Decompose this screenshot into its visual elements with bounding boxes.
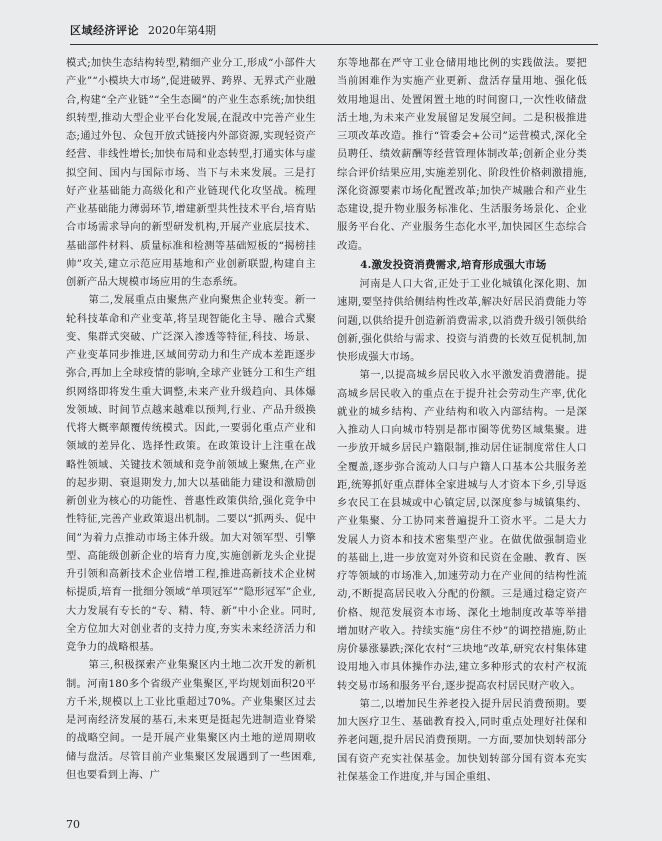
right-column bbox=[337, 54, 587, 786]
left-column bbox=[66, 54, 316, 784]
running-header bbox=[70, 10, 598, 45]
paragraph: 第一,以提高城乡居民收入水平激发消费潜能。提高城乡居民收入的重点在于提升社会劳动生产率,优化就业的城乡结构、产业结构和收入内部结构。一是深入推动人口向城市特别是都市圈等优势区域集聚。进一步放开城乡居民户籍限制,推动居住证制度常住人口全覆盖,逐步弥合流动人口与户籍人口基本公共服务差距,统筹抓好重点群体全家进城与人才资本下乡,引导返乡农民工在县城或中心镇定居,以深度参与城镇集约、产业集聚、分工协同来普遍提升工资水平。二是大力发展人力资本和技术密集型产业。在做优做强制造业的基础上,进一步放宽对外资和民资在金融、教育、医疗等领域的市场准入,加速劳动力在产业间的结构性流动,不断提高居民收入分配的份额。三是通过稳定资产价格、规范发展资本市场、深化土地制度改革等举措增加财产收入。持续实施“房住不炒”的调控措施,防止房价暴涨暴跌;深化农村“三块地”改革,研究农村集体建设用地入市具体操作办法,建立多种形式的农村产权流转交易市场和服务平台,逐步提高农村居民财产收入。 bbox=[337, 369, 587, 692]
paragraph: 第二,发展重点由聚焦产业向聚焦企业转变。新一轮科技革命和产业变革,将呈现智能化主导、融合式聚变、集群式突破、广泛深入渗透等特征,科技、场景、产业变革同步推进,区域间劳动力和生产成本差距逐步弥合,再加上全球疫情的影响,全球产业链分工和生产组织网络即将发生重大调整,未来产业升级趋向、具体爆发领域、时间节点越来越难以预判,行业、产品升级换代将大概率颠覆传统模式。因此,一要弱化重点产业和领域的差异化、选择性政策。在政策设计上注重在战略性领域、关键技术领域和竞争前领域上聚焦,在产业的起步期、衰退期发力,加大以基础能力建设和激励创新创业为核心的功能性、普惠性政策供给,强化竞争中性特征,完善产业政策退出机制。二要以“抓两头、促中间”为着力点推动市场主体升级。加大对领军型、引擎型、高能级创新企业的培育力度,实施创新龙头企业提升引领和高新技术企业倍增工程,推进高新技术企业树标提质,培育一批细分领域“单项冠军”“隐形冠军”企业,大力发展有专长的“专、精、特、新”中小企业。同时,全方位加大对创业者的支持力度,夯实未来经济活力和竞争力的战略根基。 bbox=[66, 294, 316, 653]
journal-title: 区域经济评论 bbox=[70, 24, 139, 37]
paragraph: 河南是人口大省,正处于工业化城镇化深化期、加速期,要坚持供给侧结构性改革,解决好居民消费能力等问题,以供给提升创造新消费需求,以消费升级引领供给创新,强化供给与需求、投资与消费的长效互促机制,加快形成强大市场。 bbox=[337, 278, 587, 363]
section-subheading: 4.激发投资消费需求,培育形成强大市场 bbox=[360, 258, 547, 271]
page-number: 70 bbox=[66, 818, 80, 831]
paragraph: 第二,以增加民生养老投入提升居民消费预期。要加大医疗卫生、基础教育投入,同时重点处理好社保和养老问题,提升居民消费预期。一方面,要加快划转部分国有资产充实社保基金。加快划转部分国有资本充实社保基金工作进度,并与国企重组、 bbox=[337, 697, 587, 783]
issue-label: 2020年第4期 bbox=[148, 24, 216, 37]
paragraph: 第三,积极探索产业集聚区内土地二次开发的新机制。河南180多个省级产业集聚区,平均规划面积20平方千米,规模以上工业比重超过70%。产业集聚区过去是河南经济发展的基石,未来更是挺起先进制造业脊梁的战略空间。一是开展产业集聚区内土地的逆周期收储与盘活。尽管目前产业集聚区发展遇到了一些困难,但也要看到上海、广 bbox=[66, 659, 316, 781]
paragraph-continued: 模式;加快生态结构转型,精细产业分工,形成“小部件大产业”“小模块大市场”,促进破界、跨界、无界式产业融合,构建“全产业链”“全生态圈”的产业生态系统;加快组织转型,推动大型企业平台化发展,在混改中完善产业生态;通过外包、众包开放式链接内外部资源,实现轻资产经营、非线性增长;加快布局和业态转型,打通实体与虚拟空间、国内与国际市场、当下与未来发展。三是打好产业基础能力高级化和产业链现代化攻坚战。梳理产业基础能力薄弱环节,增建新型共性技术平台,培育贴合市场需求导向的新型研发机构,开展产业底层技术、基础部件材料、质量标准和检测等基础短板的“揭榜挂帅”攻关,建立示范应用基地和产业创新联盟,构建自主创新产品大规模市场应用的生态系统。 bbox=[66, 57, 316, 288]
paragraph-continued: 东等地都在严守工业仓储用地比例的实践做法。要把当前困难作为实施产业更新、盘活存量用地、强化低效用地退出、处置闲置土地的时间窗口,一次性收储盘活土地,为未来产业发展留足发展空间。二是积极推进三项改革改造。推行“管委会+公司”运营模式,深化全员聘任、绩效薪酬等经营管理体制改革;创新企业分类综合评价结果应用,实施差别化、阶段性价格刺激措施,深化资源要素市场化配置改革;加快产城融合和产业生态建设,提升物业服务标准化、生活服务场景化、企业服务平台化、产业服务生态化水平,加快园区生态综合改造。 bbox=[337, 57, 587, 252]
